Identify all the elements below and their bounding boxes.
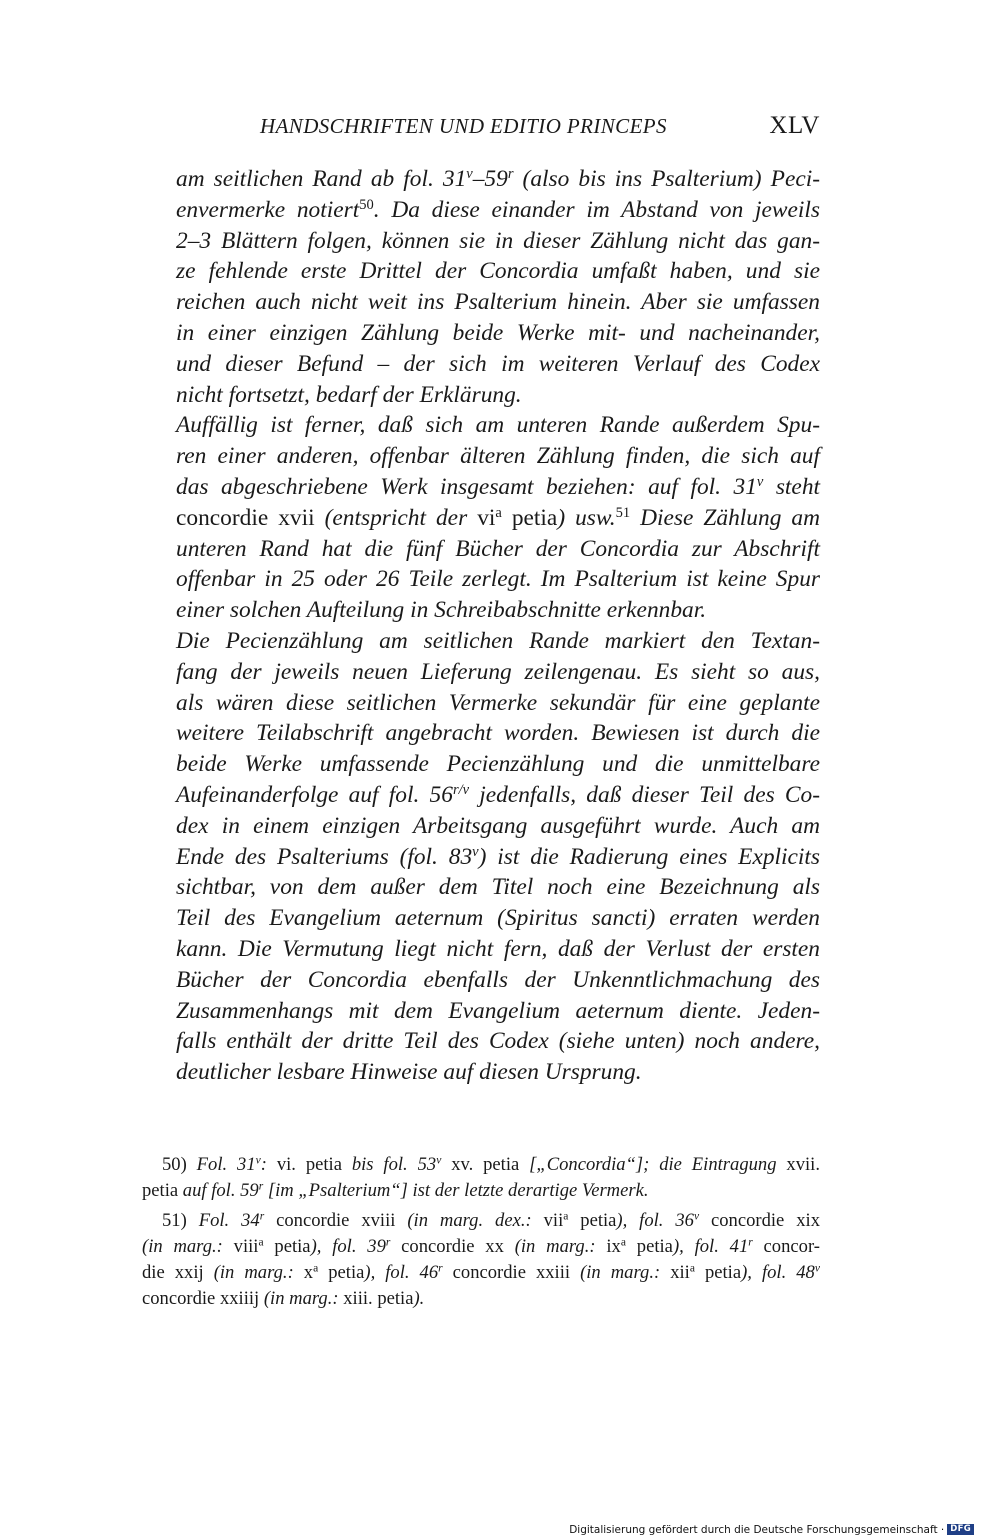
text-line: Teil des Evangelium aeternum (Spiritus sancti) erraten werden <box>176 905 820 932</box>
text-line: fang der jeweils neuen Lieferung zeilengenau. Es sieht so aus, <box>176 658 820 685</box>
text-line: beide Werke umfassende Pecienzählung und die unmittelbare <box>176 751 820 778</box>
running-header <box>176 112 820 146</box>
text-line: Auffällig ist ferner, daß sich am unteren Rande außerdem Spu- <box>176 412 820 439</box>
text-line: am seitlichen Rand ab fol. 31$^v$–59$^r$ (also bis ins Psalterium) Peci- <box>176 166 820 192</box>
text-line: nicht fortsetzt, bedarf der Erklärung. <box>176 381 522 408</box>
text-line: das abgeschriebene Werk insgesamt beziehen: auf fol. 31$^v$ steht <box>176 473 821 500</box>
text-line: unteren Rand hat die fünf Bücher der Concordia zur Abschrift <box>176 535 820 562</box>
text-line: Die Pecienzählung am seitlichen Rande markiert den Textan- <box>176 627 820 654</box>
running-title: HANDSCHRIFTEN UND EDITIO PRINCEPS <box>260 114 667 138</box>
text-line: Bücher der Concordia ebenfalls der Unkenntlichmachung des <box>176 966 820 993</box>
text-line: Aufeinanderfolge auf fol. $56^{r/v}$ jedenfalls, daß dieser Teil des Co- <box>176 781 821 808</box>
text-line: kann. Die Vermutung liegt nicht fern, daß der Verlust der ersten <box>176 935 820 962</box>
text-line: reichen auch nicht weit ins Psalterium hinein. Aber sie umfassen <box>176 289 820 316</box>
text-line: weitere Teilabschrift angebracht worden. Bewiesen ist durch die <box>176 720 820 747</box>
text-line: einer solchen Aufteilung in Schreibabschnitte erkennbar. <box>176 597 707 624</box>
footnote-ref: 50 <box>359 196 374 213</box>
text-line: ren einer anderen, offenbar älteren Zählung finden, die sich auf <box>176 443 820 470</box>
footnote-51-line: concordie xxiiij (in marg.: xiii. petia). <box>142 1288 425 1309</box>
footnote-50-line: petia auf fol. 59$^r$ [im „Psalterium“] ist der letzte derartige Vermerk. <box>142 1180 649 1201</box>
footnote-51-line: die xxij (in marg.: $x^a$ petia), fol. 46$^r$ concordie xxiii (in marg.: xii$^a$ petia), fol. 48$^v$ <box>142 1262 820 1283</box>
digitization-credit <box>569 1523 974 1536</box>
text-line: Zusammenhangs mit dem Evangelium aeternum diente. Jeden- <box>176 997 820 1024</box>
text-line: Ende des Psalteriums (fol. 83$^v$) ist die Radierung eines Explicits <box>176 843 821 870</box>
footnote-number: 50) <box>162 1154 187 1175</box>
text-line: sichtbar, von dem außer dem Titel noch eine Bezeichnung als <box>176 874 820 901</box>
footnote-51-line: (in marg.: viii$^a$ petia), fol. 39$^r$ concordie xx (in marg.: $ix^a$ petia), fol. 41$^r$ concor- <box>142 1236 820 1257</box>
body-text <box>176 164 820 1088</box>
text-line: ze fehlende erste Drittel der Concordia umfaßt haben, und sie <box>176 258 820 285</box>
footnotes <box>142 1152 820 1312</box>
text-line: 2–3 Blättern folgen, können sie in dieser Zählung nicht das gan- <box>176 227 820 254</box>
text-line: in einer einzigen Zählung beide Werke mit- und nacheinander, <box>176 319 820 346</box>
footnote-ref: 51 <box>615 504 631 521</box>
text-line: und dieser Befund – der sich im weiteren Verlauf des Codex <box>176 350 820 377</box>
footnote-51-line: 51) Fol. 34$^r$ concordie xviii (in marg. dex.: vii$^a$ petia), fol. 36$^v$ concordie xix <box>142 1208 820 1234</box>
footnote-number: 51) <box>162 1210 187 1231</box>
page-number: XLV <box>769 112 820 139</box>
text-line: envermerke notiert$^{50}$. Da diese einander im Abstand von jeweils <box>176 196 820 223</box>
footnote-50-line: 50) Fol. 31$^v$: vi. petia bis fol. 53$^v$ xv. petia [„Concordia“]; die Eintragung xvii. <box>142 1152 820 1178</box>
text-line: falls enthält der dritte Teil des Codex (siehe unten) noch andere, <box>176 1028 820 1055</box>
text-line: als wären diese seitlichen Vermerke sekundär für eine geplante <box>176 689 820 716</box>
text-line: offenbar in 25 oder 26 Teile zerlegt. Im Psalterium ist keine Spur <box>176 566 820 593</box>
text-line: dex in einem einzigen Arbeitsgang ausgeführt wurde. Auch am <box>176 812 820 839</box>
digitization-credit-text: Digitalisierung gefördert durch die Deutsche Forschungsgemeinschaft · <box>569 1523 945 1536</box>
dfg-logo-icon: DFG <box>947 1524 974 1535</box>
text-line: concordie xvii (entspricht der $vi^a$ petia) usw.$^{51}$ Diese Zählung am <box>176 504 820 531</box>
text-line: deutlicher lesbare Hinweise auf diesen Ursprung. <box>176 1059 642 1086</box>
